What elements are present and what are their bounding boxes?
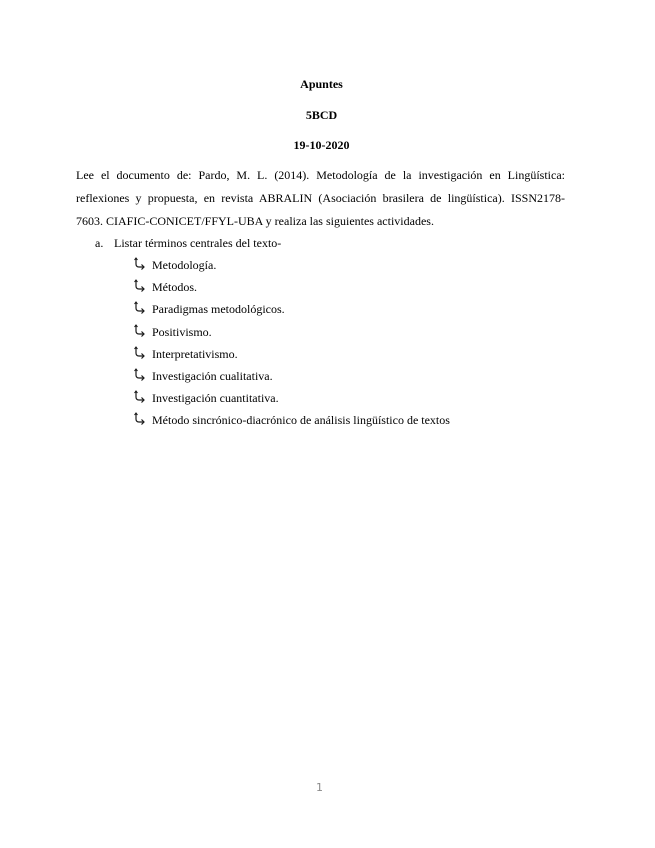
hooked-arrow-icon	[133, 346, 152, 362]
hooked-arrow-icon	[133, 301, 152, 317]
term-text: Métodos.	[152, 280, 197, 295]
term-item	[133, 279, 450, 301]
term-text: Metodología.	[152, 258, 217, 272]
terms-list	[133, 257, 450, 435]
term-text: Paradigmas metodológicos.	[152, 302, 285, 317]
activity-marker: a.	[95, 236, 104, 250]
term-item	[133, 324, 450, 346]
hooked-arrow-icon	[133, 390, 152, 406]
term-item	[133, 301, 450, 323]
activity-label: Listar términos centrales del texto-	[114, 236, 282, 250]
hooked-arrow-icon	[133, 324, 152, 340]
document-title: Apuntes	[300, 77, 343, 91]
intro-line-3: 7603. CIAFIC-CONICET/FFYL-UBA y realiza las siguientes actividades.	[76, 214, 434, 228]
term-item	[133, 412, 450, 434]
term-text: Método sincrónico-diacrónico de análisis lingüístico de textos	[152, 413, 450, 428]
hooked-arrow-icon	[133, 412, 152, 428]
term-text: Investigación cualitativa.	[152, 368, 273, 383]
intro-line-2: reflexiones y propuesta, en revista ABRALIN (Asociación brasilera de lingüística). ISSN2178-	[76, 191, 565, 205]
hooked-arrow-icon	[133, 368, 152, 384]
term-text: Investigación cuantitativa.	[152, 391, 279, 406]
page-number: 1	[316, 781, 323, 794]
term-text: Interpretativismo.	[152, 346, 238, 361]
document-date: 19-10-2020	[293, 138, 350, 152]
hooked-arrow-icon	[133, 279, 152, 295]
term-item	[133, 346, 450, 368]
term-item	[133, 368, 450, 390]
activity-item	[95, 235, 281, 251]
document-group: 5BCD	[305, 108, 338, 122]
term-text: Positivismo.	[152, 324, 212, 339]
intro-line-1: Lee el documento de: Pardo, M. L. (2014). Metodología de la investigación en Lingüística:	[76, 168, 565, 182]
hooked-arrow-icon	[133, 257, 152, 273]
term-item	[133, 257, 450, 279]
term-item	[133, 390, 450, 412]
